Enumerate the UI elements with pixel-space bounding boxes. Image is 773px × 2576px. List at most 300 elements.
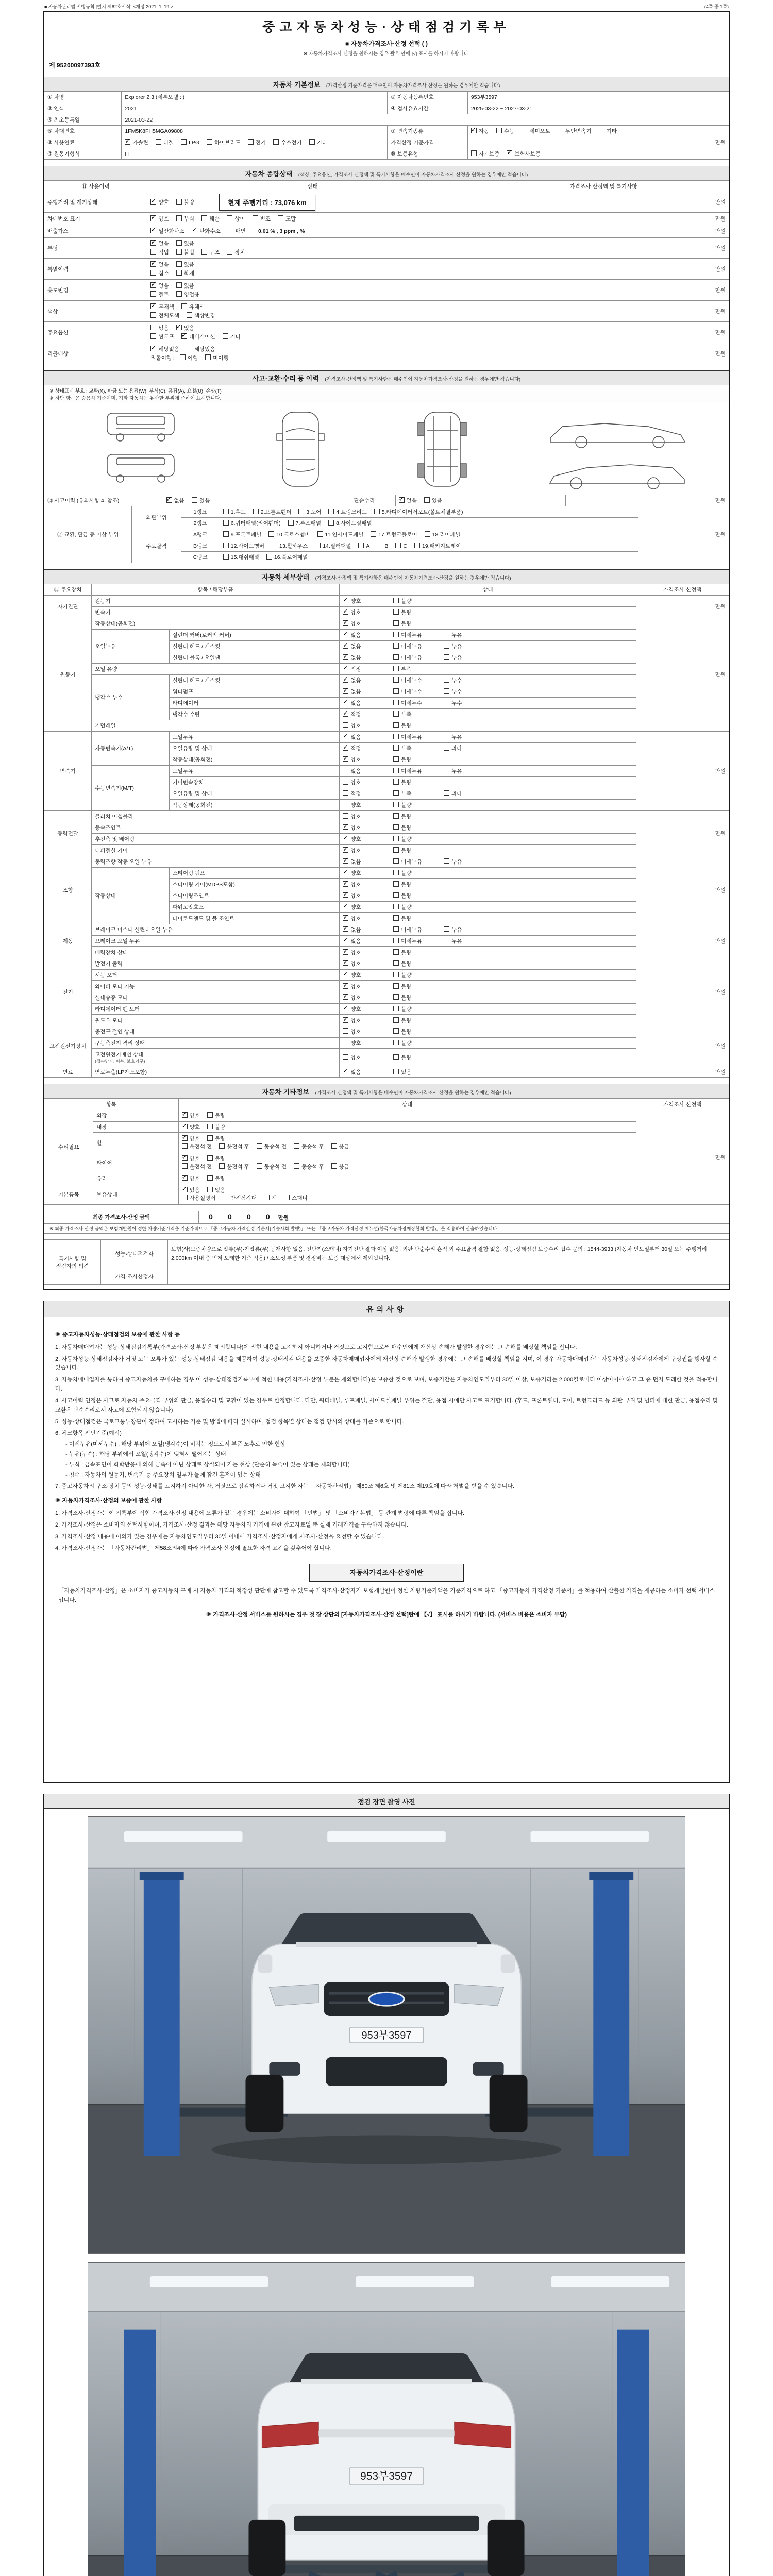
checkbox-option[interactable] [393, 767, 441, 775]
checkbox-option[interactable] [393, 948, 441, 956]
checkbox-box[interactable] [393, 700, 399, 705]
checkbox-option[interactable] [558, 127, 592, 135]
checkbox-option[interactable] [328, 519, 372, 527]
checkbox-option[interactable] [176, 248, 194, 256]
checkbox-box[interactable] [176, 261, 182, 267]
checkbox-option[interactable] [227, 215, 245, 223]
checkbox-option[interactable] [150, 324, 169, 332]
checkbox-option[interactable] [393, 1068, 441, 1076]
checkbox-box[interactable] [331, 1143, 337, 1149]
checkbox-box[interactable] [393, 881, 399, 887]
checkbox-option[interactable] [207, 1112, 225, 1120]
checkbox-option[interactable] [393, 926, 441, 934]
price-survey-select[interactable]: ■ 자동차가격조사·산정 선택 ( ) [345, 40, 428, 47]
checkbox-option[interactable] [393, 994, 441, 1002]
checkbox-box[interactable] [343, 654, 348, 660]
checkbox-option[interactable] [343, 926, 390, 934]
checkbox-box[interactable] [393, 756, 399, 762]
checkbox-option[interactable] [374, 508, 463, 516]
checkbox-option[interactable] [444, 631, 491, 639]
checkbox-option[interactable] [182, 1155, 200, 1162]
checkbox-box[interactable] [181, 139, 187, 145]
checkbox-box[interactable] [343, 994, 348, 1000]
checkbox-option[interactable] [268, 531, 310, 538]
checkbox-box[interactable] [257, 1143, 262, 1149]
checkbox-option[interactable] [343, 710, 390, 718]
checkbox-option[interactable] [343, 790, 390, 798]
checkbox-box[interactable] [393, 1006, 399, 1011]
checkbox-option[interactable] [471, 127, 489, 135]
checkbox-option[interactable] [228, 227, 246, 235]
checkbox-box[interactable] [207, 139, 212, 145]
checkbox-box[interactable] [201, 249, 207, 255]
checkbox-box[interactable] [522, 128, 527, 133]
checkbox-box[interactable] [343, 824, 348, 830]
checkbox-option[interactable] [393, 858, 441, 866]
checkbox-option[interactable] [358, 543, 369, 549]
checkbox-option[interactable] [393, 778, 441, 786]
checkbox-box[interactable] [343, 734, 348, 739]
checkbox-box[interactable] [471, 128, 477, 133]
checkbox-box[interactable] [393, 1028, 399, 1034]
checkbox-option[interactable] [343, 960, 390, 968]
checkbox-option[interactable] [343, 665, 390, 673]
checkbox-option[interactable] [343, 1005, 390, 1013]
checkbox-option[interactable] [343, 880, 390, 888]
checkbox-option[interactable] [150, 227, 184, 235]
checkbox-box[interactable] [223, 333, 228, 339]
checkbox-box[interactable] [393, 915, 399, 921]
checkbox-option[interactable] [205, 354, 228, 362]
checkbox-box[interactable] [393, 790, 399, 796]
checkbox-box[interactable] [444, 926, 449, 932]
checkbox-box[interactable] [150, 346, 156, 351]
checkbox-option[interactable] [343, 631, 390, 639]
checkbox-option[interactable] [393, 665, 441, 673]
checkbox-option[interactable] [257, 1163, 287, 1171]
checkbox-option[interactable] [343, 835, 390, 843]
checkbox-option[interactable] [150, 240, 169, 247]
checkbox-box[interactable] [284, 1195, 290, 1200]
checkbox-box[interactable] [248, 139, 254, 145]
checkbox-box[interactable] [176, 249, 182, 255]
checkbox-box[interactable] [343, 700, 348, 705]
checkbox-box[interactable] [393, 892, 399, 898]
checkbox-option[interactable] [207, 1134, 225, 1142]
checkbox-box[interactable] [150, 215, 156, 221]
checkbox-box[interactable] [424, 497, 430, 503]
checkbox-box[interactable] [358, 543, 364, 548]
checkbox-box[interactable] [150, 325, 156, 330]
checkbox-option[interactable] [315, 542, 351, 550]
checkbox-box[interactable] [393, 994, 399, 1000]
checkbox-option[interactable] [444, 790, 491, 798]
checkbox-box[interactable] [444, 643, 449, 649]
checkbox-option[interactable] [343, 744, 390, 752]
checkbox-option[interactable] [444, 688, 491, 696]
checkbox-option[interactable] [294, 1143, 324, 1150]
checkbox-option[interactable] [207, 1175, 225, 1182]
checkbox-box[interactable] [444, 938, 449, 943]
checkbox-box[interactable] [343, 813, 348, 819]
checkbox-option[interactable] [201, 248, 220, 256]
checkbox-box[interactable] [343, 972, 348, 977]
checkbox-option[interactable] [288, 519, 321, 527]
checkbox-option[interactable] [393, 744, 441, 752]
checkbox-box[interactable] [343, 915, 348, 921]
checkbox-box[interactable] [374, 509, 380, 514]
checkbox-option[interactable] [343, 688, 390, 696]
checkbox-option[interactable] [331, 1143, 349, 1150]
checkbox-option[interactable] [257, 1143, 287, 1150]
checkbox-option[interactable] [343, 1039, 390, 1047]
checkbox-option[interactable] [150, 269, 169, 277]
checkbox-option[interactable] [343, 676, 390, 684]
checkbox-box[interactable] [125, 139, 130, 145]
checkbox-box[interactable] [393, 972, 399, 977]
checkbox-box[interactable] [182, 1195, 188, 1200]
checkbox-option[interactable] [150, 198, 169, 206]
checkbox-box[interactable] [393, 1054, 399, 1060]
checkbox-box[interactable] [343, 779, 348, 785]
checkbox-option[interactable] [343, 699, 390, 707]
checkbox-option[interactable] [328, 508, 366, 516]
checkbox-box[interactable] [182, 1155, 188, 1161]
checkbox-box[interactable] [393, 734, 399, 739]
checkbox-box[interactable] [444, 654, 449, 660]
checkbox-box[interactable] [393, 654, 399, 660]
checkbox-option[interactable] [377, 543, 388, 549]
checkbox-option[interactable] [284, 1194, 307, 1202]
checkbox-box[interactable] [393, 768, 399, 773]
checkbox-option[interactable] [343, 654, 390, 662]
checkbox-box[interactable] [253, 215, 258, 221]
checkbox-box[interactable] [393, 858, 399, 864]
checkbox-option[interactable] [343, 722, 390, 730]
checkbox-box[interactable] [343, 892, 348, 898]
checkbox-option[interactable] [180, 354, 198, 362]
checkbox-box[interactable] [393, 598, 399, 603]
checkbox-option[interactable] [182, 1194, 216, 1202]
checkbox-option[interactable] [444, 767, 491, 775]
checkbox-box[interactable] [328, 520, 334, 526]
checkbox-box[interactable] [273, 139, 279, 145]
checkbox-option[interactable] [393, 597, 441, 605]
checkbox-box[interactable] [223, 1195, 228, 1200]
checkbox-box[interactable] [176, 199, 182, 205]
checkbox-option[interactable] [317, 531, 364, 538]
checkbox-box[interactable] [393, 938, 399, 943]
checkbox-box[interactable] [176, 270, 182, 276]
checkbox-option[interactable] [393, 937, 441, 945]
checkbox-box[interactable] [150, 303, 156, 309]
checkbox-option[interactable] [343, 767, 390, 775]
checkbox-option[interactable] [444, 642, 491, 650]
checkbox-box[interactable] [223, 554, 229, 560]
checkbox-box[interactable] [343, 745, 348, 751]
checkbox-option[interactable] [223, 508, 246, 516]
checkbox-box[interactable] [176, 282, 182, 288]
checkbox-box[interactable] [180, 354, 186, 360]
checkbox-option[interactable] [522, 127, 550, 135]
checkbox-option[interactable] [343, 858, 390, 866]
checkbox-box[interactable] [444, 745, 449, 751]
checkbox-option[interactable] [393, 790, 441, 798]
checkbox-box[interactable] [444, 734, 449, 739]
checkbox-box[interactable] [343, 858, 348, 864]
checkbox-box[interactable] [294, 1163, 299, 1169]
checkbox-box[interactable] [150, 282, 156, 288]
checkbox-box[interactable] [192, 228, 197, 233]
checkbox-box[interactable] [343, 1040, 348, 1045]
checkbox-box[interactable] [182, 1187, 188, 1192]
checkbox-box[interactable] [182, 1112, 188, 1118]
checkbox-box[interactable] [393, 949, 399, 955]
checkbox-option[interactable] [187, 345, 215, 353]
checkbox-box[interactable] [278, 215, 283, 221]
checkbox-option[interactable] [343, 971, 390, 979]
checkbox-option[interactable] [182, 1175, 200, 1182]
checkbox-option[interactable] [444, 676, 491, 684]
checkbox-box[interactable] [343, 1069, 348, 1074]
checkbox-box[interactable] [496, 128, 502, 133]
checkbox-option[interactable] [444, 654, 491, 662]
checkbox-option[interactable] [182, 1163, 212, 1171]
checkbox-option[interactable] [393, 756, 441, 764]
checkbox-option[interactable] [182, 1186, 200, 1194]
checkbox-box[interactable] [343, 711, 348, 717]
checkbox-box[interactable] [343, 802, 348, 807]
checkbox-box[interactable] [393, 779, 399, 785]
checkbox-option[interactable] [176, 282, 194, 290]
checkbox-option[interactable] [393, 835, 441, 843]
checkbox-box[interactable] [343, 643, 348, 649]
checkbox-option[interactable] [393, 880, 441, 888]
checkbox-option[interactable] [393, 982, 441, 990]
checkbox-option[interactable] [507, 150, 541, 158]
checkbox-option[interactable] [253, 215, 271, 223]
checkbox-option[interactable] [343, 756, 390, 764]
checkbox-option[interactable] [395, 543, 407, 549]
checkbox-option[interactable] [393, 654, 441, 662]
checkbox-box[interactable] [393, 926, 399, 932]
checkbox-option[interactable] [309, 139, 327, 146]
checkbox-box[interactable] [393, 983, 399, 989]
checkbox-box[interactable] [253, 509, 259, 514]
checkbox-option[interactable] [343, 892, 390, 900]
checkbox-box[interactable] [150, 291, 156, 297]
checkbox-option[interactable] [444, 699, 491, 707]
checkbox-option[interactable] [182, 1112, 200, 1120]
checkbox-box[interactable] [343, 688, 348, 694]
checkbox-option[interactable] [343, 812, 390, 820]
checkbox-option[interactable] [393, 869, 441, 877]
checkbox-option[interactable] [207, 139, 241, 146]
checkbox-option[interactable] [393, 620, 441, 628]
checkbox-option[interactable] [273, 139, 302, 146]
checkbox-box[interactable] [207, 1124, 213, 1129]
checkbox-box[interactable] [343, 847, 348, 853]
checkbox-option[interactable] [264, 1194, 277, 1202]
checkbox-box[interactable] [414, 543, 420, 548]
checkbox-option[interactable] [343, 608, 390, 616]
checkbox-option[interactable] [393, 914, 441, 922]
checkbox-box[interactable] [223, 543, 229, 548]
checkbox-box[interactable] [343, 1028, 348, 1034]
checkbox-option[interactable] [150, 345, 179, 353]
checkbox-box[interactable] [228, 228, 233, 233]
checkbox-box[interactable] [187, 312, 192, 318]
checkbox-option[interactable] [150, 333, 174, 341]
checkbox-box[interactable] [393, 666, 399, 671]
checkbox-option[interactable] [393, 676, 441, 684]
checkbox-option[interactable] [166, 497, 184, 504]
checkbox-box[interactable] [393, 847, 399, 853]
checkbox-option[interactable] [444, 926, 491, 934]
checkbox-option[interactable] [176, 269, 194, 277]
checkbox-option[interactable] [393, 1028, 441, 1036]
checkbox-option[interactable] [182, 1123, 200, 1131]
checkbox-box[interactable] [343, 756, 348, 762]
checkbox-option[interactable] [343, 846, 390, 854]
checkbox-option[interactable] [393, 846, 441, 854]
checkbox-box[interactable] [207, 1175, 213, 1181]
checkbox-box[interactable] [343, 620, 348, 626]
checkbox-option[interactable] [343, 948, 390, 956]
checkbox-box[interactable] [272, 543, 277, 548]
checkbox-box[interactable] [317, 531, 323, 537]
checkbox-box[interactable] [219, 1143, 225, 1149]
checkbox-option[interactable] [150, 261, 169, 268]
checkbox-option[interactable] [393, 1039, 441, 1047]
checkbox-box[interactable] [343, 960, 348, 966]
checkbox-box[interactable] [187, 346, 192, 351]
checkbox-box[interactable] [343, 904, 348, 909]
checkbox-box[interactable] [399, 497, 405, 503]
checkbox-box[interactable] [599, 128, 604, 133]
checkbox-box[interactable] [257, 1163, 262, 1169]
checkbox-box[interactable] [444, 677, 449, 683]
checkbox-box[interactable] [343, 949, 348, 955]
checkbox-option[interactable] [219, 1143, 249, 1150]
checkbox-box[interactable] [309, 139, 315, 145]
checkbox-option[interactable] [150, 312, 179, 319]
checkbox-option[interactable] [343, 903, 390, 911]
checkbox-option[interactable] [207, 1123, 225, 1131]
checkbox-box[interactable] [331, 1163, 337, 1169]
checkbox-box[interactable] [343, 926, 348, 932]
checkbox-box[interactable] [444, 858, 449, 864]
checkbox-option[interactable] [192, 497, 210, 504]
checkbox-option[interactable] [298, 508, 321, 516]
checkbox-box[interactable] [393, 632, 399, 637]
checkbox-option[interactable] [393, 801, 441, 809]
checkbox-box[interactable] [393, 824, 399, 830]
checkbox-option[interactable] [176, 215, 194, 223]
checkbox-box[interactable] [182, 1175, 188, 1181]
checkbox-option[interactable] [424, 497, 442, 504]
checkbox-box[interactable] [150, 249, 156, 255]
checkbox-box[interactable] [192, 497, 197, 503]
checkbox-option[interactable] [444, 744, 491, 752]
checkbox-box[interactable] [182, 1124, 188, 1129]
checkbox-option[interactable] [343, 824, 390, 832]
checkbox-box[interactable] [393, 1040, 399, 1045]
checkbox-box[interactable] [393, 813, 399, 819]
checkbox-box[interactable] [343, 722, 348, 728]
checkbox-box[interactable] [182, 1163, 188, 1169]
checkbox-box[interactable] [393, 904, 399, 909]
checkbox-box[interactable] [268, 531, 274, 537]
checkbox-box[interactable] [176, 291, 182, 297]
checkbox-box[interactable] [393, 960, 399, 966]
checkbox-box[interactable] [343, 1006, 348, 1011]
checkbox-box[interactable] [223, 509, 229, 514]
checkbox-box[interactable] [393, 688, 399, 694]
checkbox-box[interactable] [264, 1195, 270, 1200]
checkbox-box[interactable] [393, 870, 399, 875]
checkbox-box[interactable] [150, 270, 156, 276]
checkbox-option[interactable] [343, 1016, 390, 1024]
checkbox-box[interactable] [343, 938, 348, 943]
checkbox-box[interactable] [343, 983, 348, 989]
checkbox-box[interactable] [315, 543, 321, 548]
checkbox-option[interactable] [343, 994, 390, 1002]
checkbox-option[interactable] [399, 497, 417, 504]
checkbox-option[interactable] [393, 1016, 441, 1024]
checkbox-box[interactable] [444, 688, 449, 694]
checkbox-box[interactable] [343, 598, 348, 603]
checkbox-box[interactable] [176, 240, 182, 246]
checkbox-option[interactable] [414, 542, 461, 550]
checkbox-option[interactable] [182, 1134, 200, 1142]
checkbox-box[interactable] [343, 768, 348, 773]
checkbox-option[interactable] [393, 688, 441, 696]
checkbox-box[interactable] [343, 1017, 348, 1023]
checkbox-box[interactable] [393, 711, 399, 717]
checkbox-option[interactable] [187, 312, 215, 319]
checkbox-option[interactable] [343, 597, 390, 605]
checkbox-box[interactable] [393, 677, 399, 683]
checkbox-box[interactable] [150, 240, 156, 246]
checkbox-option[interactable] [181, 333, 215, 341]
checkbox-option[interactable] [272, 542, 308, 550]
checkbox-box[interactable] [377, 543, 382, 548]
checkbox-option[interactable] [150, 282, 169, 290]
checkbox-option[interactable] [223, 553, 259, 561]
checkbox-box[interactable] [343, 881, 348, 887]
checkbox-box[interactable] [223, 531, 229, 537]
checkbox-option[interactable] [393, 903, 441, 911]
checkbox-box[interactable] [444, 700, 449, 705]
checkbox-option[interactable] [393, 608, 441, 616]
checkbox-option[interactable] [223, 519, 281, 527]
checkbox-option[interactable] [294, 1163, 324, 1171]
checkbox-box[interactable] [207, 1112, 213, 1118]
checkbox-box[interactable] [507, 150, 512, 156]
checkbox-box[interactable] [393, 836, 399, 841]
checkbox-option[interactable] [444, 858, 491, 866]
checkbox-box[interactable] [343, 632, 348, 637]
checkbox-option[interactable] [176, 261, 194, 268]
checkbox-option[interactable] [253, 508, 291, 516]
checkbox-option[interactable] [182, 1143, 212, 1150]
checkbox-box[interactable] [166, 497, 172, 503]
checkbox-option[interactable] [343, 1028, 390, 1036]
checkbox-option[interactable] [444, 937, 491, 945]
checkbox-option[interactable] [176, 198, 194, 206]
checkbox-box[interactable] [182, 1135, 188, 1141]
